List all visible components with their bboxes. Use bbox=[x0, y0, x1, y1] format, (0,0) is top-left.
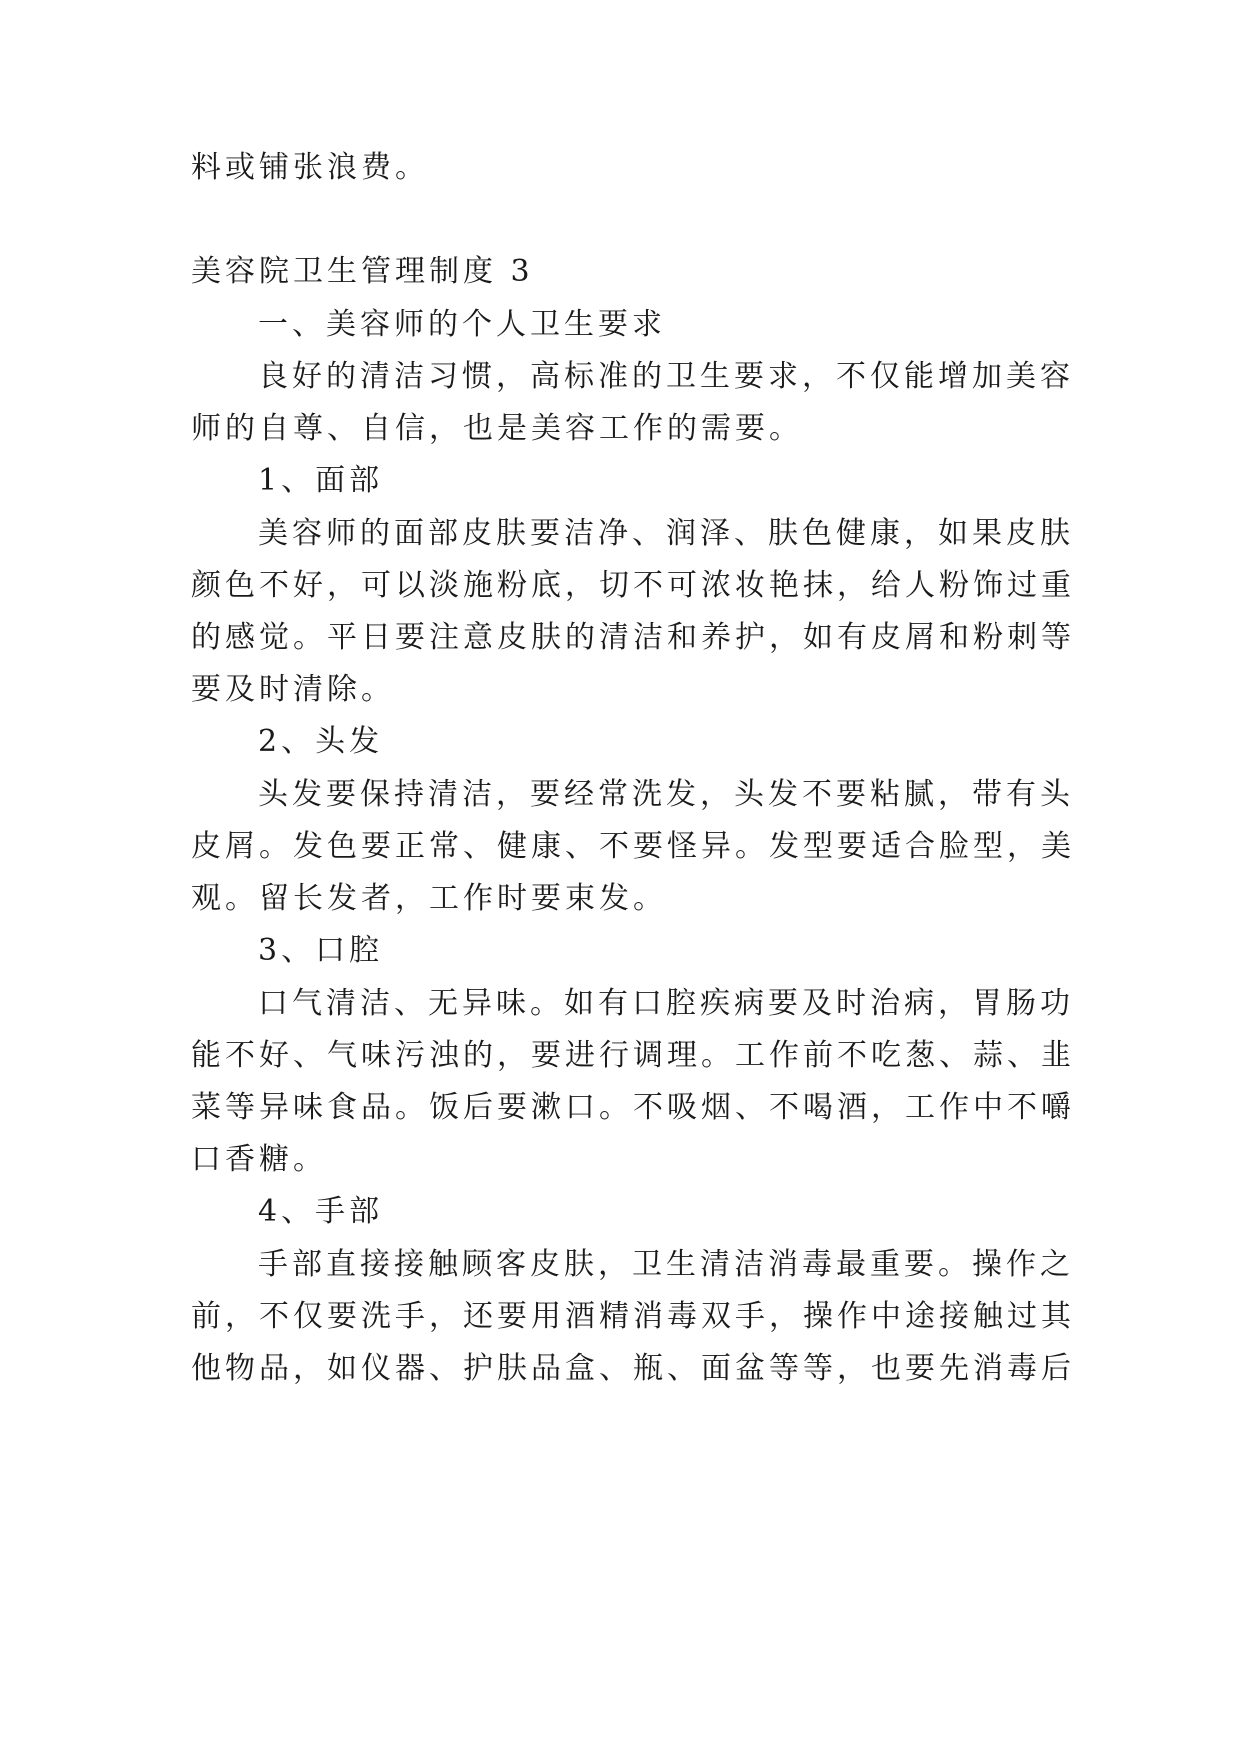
item-heading: 1、面部 bbox=[258, 463, 384, 498]
paragraph-line: 良好的清洁习惯，高标准的卫生要求，不仅能增加美容 bbox=[258, 359, 1074, 394]
paragraph-line: 观。留长发者，工作时要束发。 bbox=[191, 881, 667, 916]
paragraph-line: 他物品，如仪器、护肤品盒、瓶、面盆等等，也要先消毒后 bbox=[191, 1351, 1075, 1386]
paragraph-line: 要及时清除。 bbox=[191, 672, 395, 707]
paragraph-line: 料或铺张浪费。 bbox=[191, 150, 429, 185]
paragraph-line: 菜等异味食品。饭后要漱口。不吸烟、不喝酒，工作中不嚼 bbox=[191, 1090, 1075, 1125]
paragraph-line: 前，不仅要洗手，还要用酒精消毒双手，操作中途接触过其 bbox=[191, 1299, 1075, 1334]
paragraph-line: 口气清洁、无异味。如有口腔疾病要及时治病，胃肠功 bbox=[258, 986, 1074, 1021]
section-title: 美容院卫生管理制度 3 bbox=[191, 254, 534, 289]
paragraph-line: 师的自尊、自信，也是美容工作的需要。 bbox=[191, 411, 803, 446]
paragraph-line: 头发要保持清洁，要经常洗发，头发不要粘腻，带有头 bbox=[258, 777, 1074, 812]
paragraph-line: 皮屑。发色要正常、健康、不要怪异。发型要适合脸型，美 bbox=[191, 829, 1075, 864]
paragraph-line: 颜色不好，可以淡施粉底，切不可浓妆艳抹，给人粉饰过重 bbox=[191, 568, 1075, 603]
item-heading: 2、头发 bbox=[258, 724, 384, 759]
paragraph-line: 口香糖。 bbox=[191, 1142, 327, 1177]
paragraph-line: 美容师的面部皮肤要洁净、润泽、肤色健康，如果皮肤 bbox=[258, 516, 1074, 551]
paragraph-line: 手部直接接触顾客皮肤，卫生清洁消毒最重要。操作之 bbox=[258, 1247, 1074, 1282]
paragraph-line: 的感觉。平日要注意皮肤的清洁和养护，如有皮屑和粉刺等 bbox=[191, 620, 1075, 655]
subheading: 一、美容师的个人卫生要求 bbox=[258, 307, 666, 342]
item-heading: 3、口腔 bbox=[258, 933, 384, 968]
paragraph-line: 能不好、气味污浊的，要进行调理。工作前不吃葱、蒜、韭 bbox=[191, 1038, 1075, 1073]
item-heading: 4、手部 bbox=[258, 1194, 384, 1229]
